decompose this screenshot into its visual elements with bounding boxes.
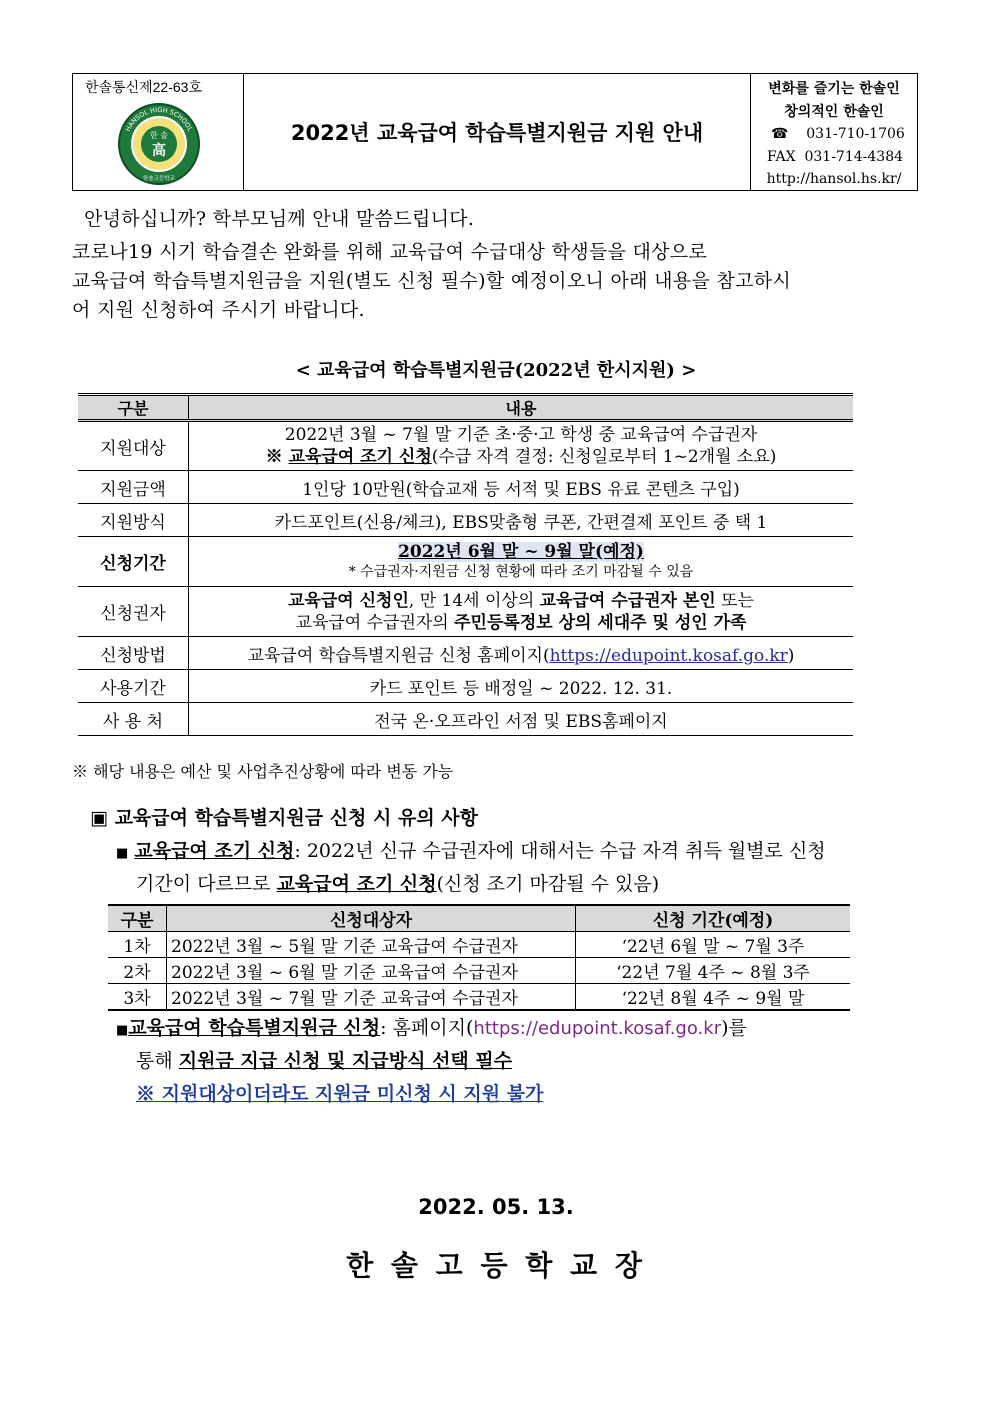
row-value: 교육급여 신청인, 만 14세 이상의 교육급여 수급권자 본인 또는 교육급여 수급권자의 주민등록정보 상의 세대주 및 성인 가족 xyxy=(189,587,854,637)
row-key: 지원금액 xyxy=(78,471,189,504)
fax-number: 031-714-4384 xyxy=(804,149,904,165)
row-note: * 수급권자·지원금 신청 현황에 따라 조기 마감될 수 있음 xyxy=(348,563,694,580)
phone-line xyxy=(751,126,917,142)
row-key: 신청권자 xyxy=(78,587,189,637)
table-row xyxy=(78,637,853,670)
schedule-cell: 2022년 3월 ~ 7월 말 기준 교육급여 수급권자 xyxy=(167,984,576,1011)
row-value: 카드포인트(신용/체크), EBS맞춤형 쿠폰, 간편결제 포인트 중 택 1 xyxy=(189,504,854,537)
schedule-cell: ‘22년 6월 말 ~ 7월 3주 xyxy=(576,932,851,958)
row-line: 2022년 3월 ~ 7월 말 기준 초·중·고 학생 중 교육급여 수급권자 xyxy=(284,425,758,445)
budget-note: ※ 해당 내용은 예산 및 사업추진상황에 따라 변동 가능 xyxy=(72,762,454,781)
schedule-cell: ‘22년 7월 4주 ~ 8월 3주 xyxy=(576,958,851,984)
slogan-2: 창의적인 한솔인 xyxy=(784,104,884,120)
header-box xyxy=(72,73,918,191)
intro-line-2: 코로나19 시기 학습결손 완화를 위해 교육급여 수급대상 학생들을 대상으로 xyxy=(72,241,708,263)
warning-text: ※ 지원대상이더라도 지원금 미신청 시 지원 불가 xyxy=(136,1083,544,1105)
table-row xyxy=(108,932,850,958)
doc-number: 한솔통신제22-63호 xyxy=(85,79,202,95)
school-logo xyxy=(117,102,201,186)
header-category: 구분 xyxy=(78,395,189,421)
table-title: < 교육급여 학습특별지원금(2022년 한시지원) > xyxy=(295,360,697,381)
logo-center-top: 한 솔 xyxy=(150,131,168,140)
principal-signature: 한 솔 고 등 학 교 장 xyxy=(346,1249,646,1282)
application-period: 2022년 6월 말 ~ 9월 말(예정) xyxy=(398,541,644,562)
logo-center: 高 xyxy=(152,143,166,159)
website-link[interactable]: http://hansol.hs.kr/ xyxy=(766,171,902,187)
header-right-cell xyxy=(750,74,917,190)
fax-label: FAX xyxy=(767,149,796,165)
fax-line xyxy=(751,149,917,165)
logo-bottom-text: 한솔고등학교 xyxy=(143,176,175,182)
edupoint-url[interactable]: https://edupoint.kosaf.go.kr xyxy=(473,1018,722,1039)
issue-date: 2022. 05. 13. xyxy=(418,1195,574,1219)
phone-number: 031-710-1706 xyxy=(806,126,905,142)
bullet-icon: ■ xyxy=(116,1023,129,1038)
bullet-icon: ■ xyxy=(116,846,129,861)
caution-bullet-2-cont: 통해 지원금 지급 신청 및 지급방식 선택 필수 xyxy=(136,1050,513,1072)
schedule-cell: 1차 xyxy=(108,932,167,958)
caution-bullet-1-cont: 기간이 다르므로 교육급여 조기 신청(신청 조기 마감될 수 있음) xyxy=(136,873,660,895)
table-row xyxy=(108,984,850,1011)
table-row xyxy=(78,504,853,537)
caution-heading: ▣ 교육급여 학습특별지원금 신청 시 유의 사항 xyxy=(90,807,479,829)
caution-bullet-1: ■ 교육급여 조기 신청: 2022년 신규 수급권자에 대해서는 수급 자격 취득 월별로 신청 xyxy=(116,840,826,862)
schedule-cell: 2022년 3월 ~ 5월 말 기준 교육급여 수급권자 xyxy=(167,932,576,958)
schedule-cell: ‘22년 8월 4주 ~ 9월 말 xyxy=(576,984,851,1011)
intro-line-1: 안녕하십니까? 학부모님께 안내 말씀드립니다. xyxy=(84,208,475,230)
schedule-table xyxy=(108,904,850,1011)
table-row xyxy=(78,703,853,736)
table-row xyxy=(78,587,853,637)
schedule-header: 구분 xyxy=(108,905,167,932)
document-title: 2022년 교육급여 학습특별지원금 지원 안내 xyxy=(290,121,704,145)
row-key: 신청기간 xyxy=(78,537,189,587)
schedule-cell: 3차 xyxy=(108,984,167,1011)
table-row xyxy=(78,421,853,471)
schedule-cell: 2차 xyxy=(108,958,167,984)
support-info-table xyxy=(78,393,853,736)
row-value xyxy=(189,421,854,471)
intro-line-3: 교육급여 학습특별지원금을 지원(별도 신청 필수)할 예정이오니 아래 내용을 참고하시 xyxy=(72,270,792,292)
row-value: 카드 포인트 등 배정일 ~ 2022. 12. 31. xyxy=(189,670,854,703)
table-row xyxy=(108,958,850,984)
row-key: 사용기간 xyxy=(78,670,189,703)
table-row xyxy=(78,537,853,587)
schedule-header: 신청 기간(예정) xyxy=(576,905,851,932)
table-row xyxy=(78,670,853,703)
caution-bullet-2: ■교육급여 학습특별지원금 신청: 홈페이지(https://edupoint.kosaf.go.kr)를 xyxy=(116,1017,747,1039)
row-value: 1인당 10만원(학습교재 등 서적 및 EBS 유료 콘텐츠 구입) xyxy=(189,471,854,504)
schedule-cell: 2022년 3월 ~ 6월 말 기준 교육급여 수급권자 xyxy=(167,958,576,984)
logo-top-text: HANSOL HIGH SCHOOL xyxy=(123,105,195,133)
row-key: 사 용 처 xyxy=(78,703,189,736)
row-key: 지원방식 xyxy=(78,504,189,537)
schedule-header: 신청대상자 xyxy=(167,905,576,932)
header-content: 내용 xyxy=(189,395,854,421)
row-line: ※ 교육급여 조기 신청(수급 자격 결정: 신청일로부터 1~2개월 소요) xyxy=(265,447,777,467)
row-value: 교육급여 학습특별지원금 신청 홈페이지(https://edupoint.kosaf.go.kr) xyxy=(189,637,854,670)
table-row xyxy=(78,471,853,504)
phone-icon: ☎ xyxy=(771,126,789,142)
row-value xyxy=(189,537,854,587)
row-value: 전국 온·오프라인 서점 및 EBS홈페이지 xyxy=(189,703,854,736)
row-key: 신청방법 xyxy=(78,637,189,670)
table-header-row xyxy=(78,395,853,421)
header-left-cell xyxy=(73,74,244,190)
edupoint-link[interactable]: https://edupoint.kosaf.go.kr xyxy=(549,645,788,666)
slogan-1: 변화를 즐기는 한솔인 xyxy=(768,81,900,97)
schedule-header-row xyxy=(108,905,850,932)
row-key: 지원대상 xyxy=(78,421,189,471)
intro-line-4: 어 지원 신청하여 주시기 바랍니다. xyxy=(72,299,365,321)
